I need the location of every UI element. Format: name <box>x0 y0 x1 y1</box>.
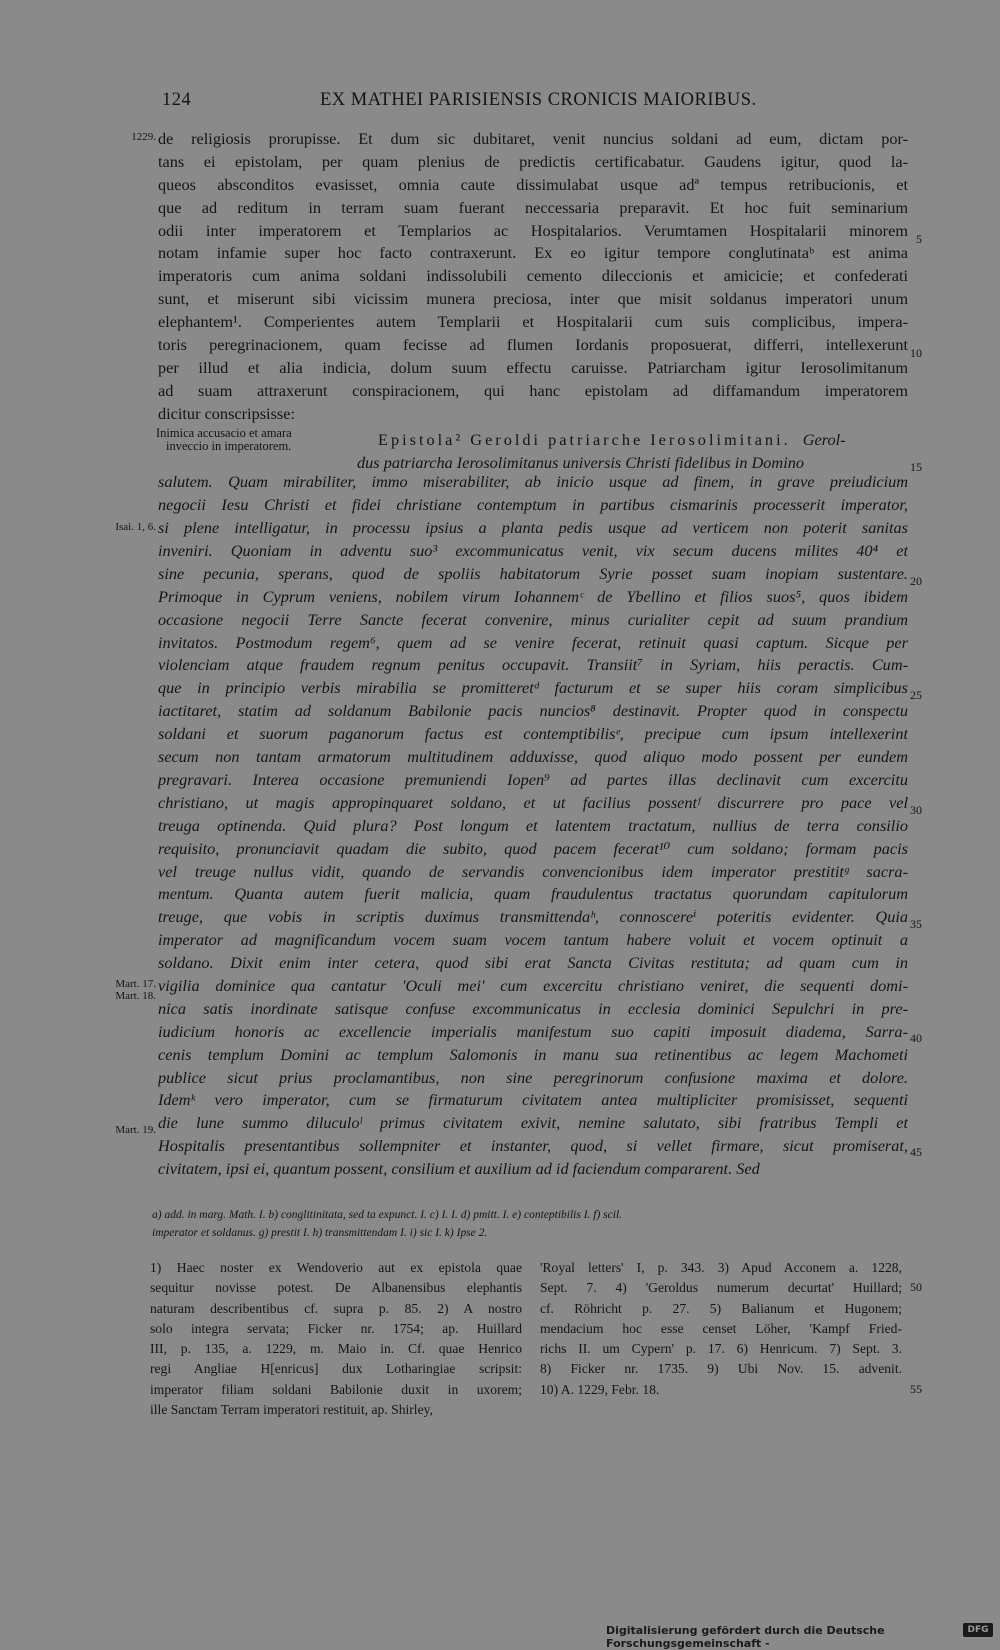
text-line: Idemᵏ vero imperator, cum se firmaturum civitatem antea multipliciter promisisset, sequenti <box>158 1090 908 1110</box>
margin-year: 1229. <box>131 131 156 143</box>
footnotes-left <box>150 1258 522 1420</box>
letter-opening-1: Gerol- <box>802 430 846 449</box>
margin-mart-19: Mart. 19. <box>115 1124 156 1136</box>
text-line: dicitur conscripsisse: <box>158 403 296 423</box>
footnote-line: Sept. 7. 4) 'Geroldus numerum decurtat' Huillard; <box>540 1280 902 1296</box>
line-number: 25 <box>910 688 922 702</box>
text-line: imperator ad magnificandum vocem suam vocem tantum habere voluit et vocem optinuit a <box>158 930 908 950</box>
footnote-line: richs II. um Cypern' p. 17. 6) Henricum. 7) Sept. 3. <box>540 1341 902 1357</box>
text-line: si plene intelligatur, in processu ipsius a planta pedis usque ad verticem non poterit sanitas <box>158 518 908 538</box>
margin-mart-18: Mart. 18. <box>115 990 156 1002</box>
text-line: inveniri. Quoniam in adventu suo³ excommunicatus venit, vix secum ducens milites 40⁴ et <box>158 541 908 561</box>
footnote-line: sequitur novisse potest. De Albanensibus elephantis <box>150 1280 522 1296</box>
running-head: EX MATHEI PARISIENSIS CRONICIS MAIORIBUS. <box>320 90 757 110</box>
text-line: secum non tantam armatorum multitudinem adduxisse, quod aliquo modo possent per eundem <box>158 747 908 767</box>
margin-isai: Isai. 1, 6. <box>115 521 156 533</box>
footnote-line: ille Sanctam Terram imperatori restituit, ap. Shirley, <box>150 1402 433 1418</box>
footnotes-right <box>540 1258 902 1400</box>
text-line: de religiosis prorupisse. Et dum sic dubitaret, venit nuncius soldani ad eum, dictam por- <box>158 129 908 148</box>
text-line: queos absconditos evasisset, omnia caute dissimulabat usque adª tempus retribucionis, et <box>158 174 908 194</box>
text-line: mentum. Quanta autem fuerit malicia, quam fraudulentus tractatus quorundam capitulorum <box>158 884 908 904</box>
line-number: 15 <box>910 460 922 474</box>
line-number: 35 <box>910 917 922 931</box>
margin-mart-17: Mart. 17. <box>115 978 156 990</box>
text-line: sunt, et miserunt sibi vicissim munera preciosa, inter que misit soldanus imperatori unum <box>158 289 908 309</box>
letter-opening-2: dus patriarcha Ierosolimitanus universis Christi fidelibus in Domino <box>357 453 804 472</box>
text-line: violenciam atque fraudem regnum penitus occupavit. Transiit⁷ in Syriam, hiis peractis. Cum- <box>158 655 908 675</box>
line-number: 45 <box>910 1145 922 1159</box>
dfg-logo: DFG <box>963 1623 993 1637</box>
apparatus-line: imperator et soldanus. g) prestit I. h) transmittendam I. i) sic I. k) Ipse 2. <box>152 1227 488 1239</box>
text-line: vel treuge nullus vidit, quando de servandis convencionibus idem imperator prestititᵍ sacra- <box>158 861 908 881</box>
line-number: 20 <box>910 574 922 588</box>
footnote-line: III, p. 135, a. 1229, m. Maio in. Cf. quae Henrico <box>150 1341 522 1357</box>
line-number: 30 <box>910 803 922 817</box>
text-line: que in principio verbis mirabilia se promitteretᵈ facturum et se super hiis coram simplicibus <box>158 678 908 698</box>
footnote-line: imperator filiam soldani Babilonie duxit in uxorem; <box>150 1381 522 1397</box>
footnote-line: 8) Ficker nr. 1735. 9) Ubi Nov. 15. advenit. <box>540 1361 902 1377</box>
line-number: 5 <box>916 232 922 246</box>
text-line: imperatoris cum anima soldani indissolubili cemento dileccionis et amicicie; et confederati <box>158 266 908 286</box>
footnote-line: 'Royal letters' I, p. 343. 3) Apud Acconem a. 1228, <box>540 1260 902 1275</box>
critical-apparatus <box>152 1206 912 1242</box>
text-line: salutem. Quam mirabiliter, immo miserabiliter, ab inicio usque ad finem, in grave preiudicium <box>158 472 908 492</box>
text-line: christiano, ut magis appropinquaret soldano, et ut facilius possentᶠ discurrere pro pace vel <box>158 792 908 812</box>
line-number: 10 <box>910 346 922 360</box>
footnote-line: solo integra servata; Ficker nr. 1754; ap. Huillard <box>150 1320 522 1336</box>
text-line: treuga optinenda. Quid plura? Post longum et latentem tractatum, nullius de terra consilio <box>158 815 908 835</box>
sidenote-line-1: Inimica accusacio et amara <box>156 426 292 440</box>
apparatus-line: a) add. in marg. Math. I. b) conglitinitata, sed ta expunct. I. c) I. I. d) pmitt. I. e) conteptibilis I. f) scil. <box>152 1209 623 1221</box>
text-line: que ad reditum in terram suam fuerant neccessaria preparavit. Et hoc fuit seminarium <box>158 197 908 217</box>
text-line: sine pecunia, sperans, quod de spoliis habitatorum Syrie posset suam inopiam sustentare. <box>158 563 908 583</box>
text-line: negocii Iesu Christi et fidei christiane contemptum in partibus cismarinis processerit imperator, <box>158 495 908 515</box>
sidenote-line-2: inveccio in imperatorem. <box>166 439 292 453</box>
footnote-line: 10) A. 1229, Febr. 18. <box>540 1381 660 1397</box>
text-line: occasione negocii Terre Sancte fecerat convenire, minus curialiter cepit ad suum prandium <box>158 609 908 629</box>
footnote-line: 1) Haec noster ex Wendoverio aut ex epistola quae <box>150 1260 522 1275</box>
text-line: civitatem, ipsi ei, quantum possent, consilium et auxilium ad id faciendum compararent. Sed <box>158 1159 760 1179</box>
letter-title: Epistola² Geroldi patriarche Ierosolimitani. <box>378 430 791 449</box>
text-line: ad suam attraxerunt conspiracionem, qui hanc epistolam ad diffamandum imperatorem <box>158 380 908 400</box>
text-line: soldano. Dixit enim inter cetera, quod sibi erat Sancta Civitas restituta; ad quam cum in <box>158 953 908 973</box>
page-header <box>150 90 910 116</box>
text-line: cenis templum Domini ac templum Salomonis in manu sua retinentibus ac legem Machometi <box>158 1044 908 1064</box>
footnote-line: naturam describentibus cf. supra p. 85. 2) A nostro <box>150 1300 522 1316</box>
text-line: publice sicut prius proclamantibus, non sine peregrinorum confusione maxima et dolore. <box>158 1067 908 1087</box>
footnote-line: cf. Röhricht p. 27. 5) Balianum et Hugonem; <box>540 1300 902 1316</box>
text-line: iudicium honoris ac excellencie imperialis manifestum suo capiti imposuit diadema, Sarra- <box>158 1021 908 1041</box>
text-line: per illud et alia indicia, dolum suum effectu caruisse. Patriarcham igitur Ierosolimitanum <box>158 357 908 377</box>
text-line: invitatos. Postmodum regem⁶, quem ad se venire fecerat, retinuit quasi captum. Sicque per <box>158 632 908 652</box>
line-number: 50 <box>910 1280 922 1294</box>
text-line: treuge, que vobis in scriptis duximus transmittendaʰ, connoscereⁱ poteritis evidenter. Quia <box>158 907 908 927</box>
text-line: die lune summo diluculoˡ primus civitatem exivit, nemine salutato, sibi fratribus Templi et <box>158 1113 908 1133</box>
text-line: vigilia dominice qua cantatur 'Oculi mei' cum excercitu christiano veniret, die sequenti domi- <box>158 975 908 995</box>
text-line: pregravari. Interea occasione premuniendi Iopen⁹ ad partes illas declinavit cum excercitu <box>158 769 908 789</box>
text-line: nica satis inordinate satisque confuse excommunicatus in ecclesia dominici Sepulchri in pre- <box>158 998 908 1018</box>
text-line: elephantem¹. Comperientes autem Templarii et Hospitalarii cum suis complicibus, impera- <box>158 312 908 332</box>
page-number: 124 <box>162 90 192 110</box>
text-line: soldani et suorum paganorum factus est contemptibilisᵉ, precipue cum ipsum intellexerint <box>158 724 908 744</box>
text-line: iactitaret, statim ad soldanum Babilonie pacis nuncios⁸ destinavit. Propter quod in conspectu <box>158 701 908 721</box>
main-text <box>158 128 908 1181</box>
text-line: Hospitalis presentantibus sollempniter et instanter, quod, si vellet firmare, sicut promiserat, <box>158 1136 908 1156</box>
text-line: odii inter imperatorem et Templarios ac Hospitalarios. Verumtamen Hospitalarii minorem <box>158 220 908 240</box>
text-line: tans ei epistolam, per quam plenius de predictis certificabatur. Gaudens igitur, quod la- <box>158 151 908 171</box>
text-line: notam infamie super hoc facto contraxerunt. Ex eo igitur tempore conglutinataᵇ est anima <box>158 243 908 263</box>
digitization-credit: Digitalisierung gefördert durch die Deutsche Forschungsgemeinschaft - <box>606 1624 885 1650</box>
footnote-line: regi Angliae H[enricus] dux Lotharingiae scripsit: <box>150 1361 522 1377</box>
line-number: 55 <box>910 1382 922 1396</box>
text-line: requisito, pronunciavit quadam die subito, quod pacem fecerat¹⁰ cum soldano; formam pacis <box>158 838 908 858</box>
line-number: 40 <box>910 1031 922 1045</box>
text-line: toris peregrinacionem, quam fecisse ad flumen Iordanis proposuerat, differri, intellexerunt <box>158 335 908 355</box>
text-line: Primoque in Cyprum veniens, nobilem virum Iohannemᶜ de Ybellino et filios suos⁵, quos ibidem <box>158 586 908 606</box>
footnote-line: mendacium hoc esse censet Löher, 'Kampf Fried- <box>540 1320 902 1336</box>
